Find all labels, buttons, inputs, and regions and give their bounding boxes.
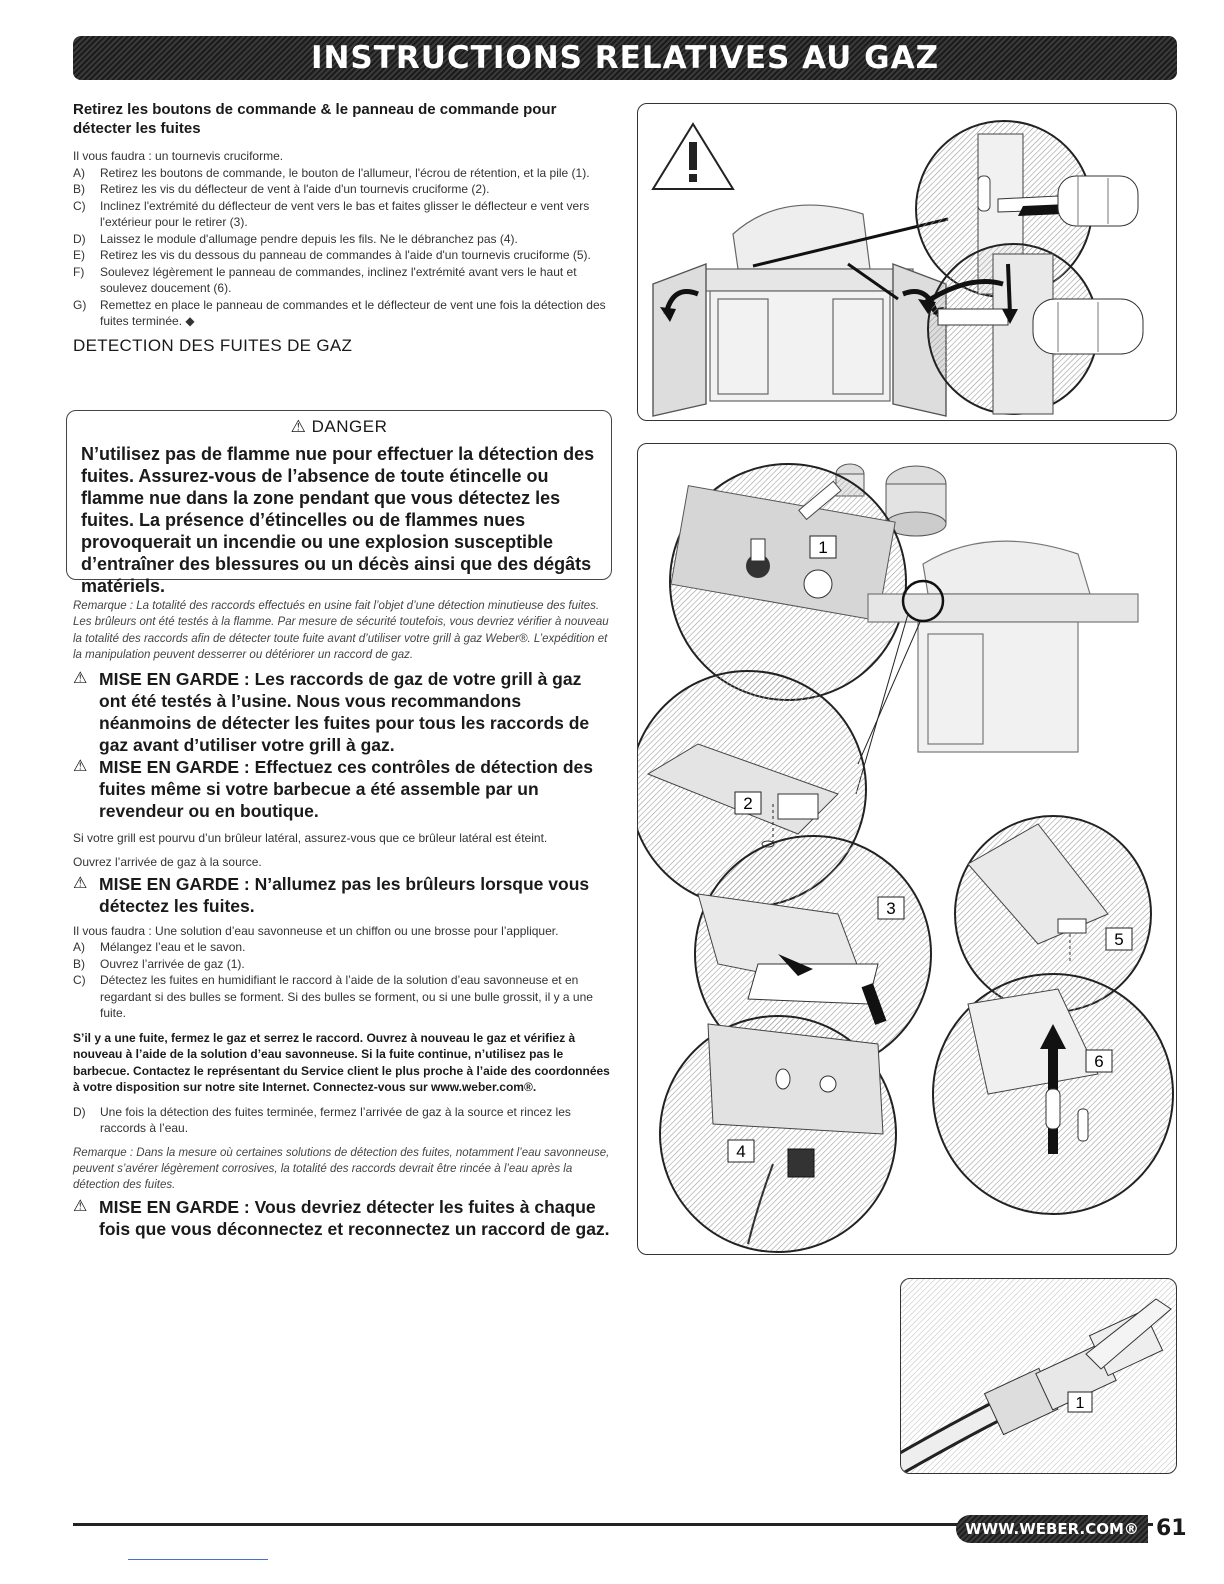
tools-needed-2: Il vous faudra : Une solution d’eau savonneuse et un chiffon ou une brosse pour l’appliquer. [73, 923, 559, 938]
page-title: INSTRUCTIONS RELATIVES AU GAZ [310, 40, 940, 76]
list-item [73, 198, 613, 231]
warning-4 [73, 1196, 613, 1240]
warning-text: MISE EN GARDE : Effectuez ces contrôles de détection des fuites même si votre barbecue a été assemble par un revendeur ou en boutique. [99, 756, 593, 821]
warning-triangle-icon: ⚠ [73, 669, 88, 687]
list-item [73, 264, 613, 297]
leak-check-section [73, 598, 613, 1240]
callout-label: 5 [1114, 930, 1124, 949]
callout-label: 1 [1075, 1395, 1085, 1412]
list-item [73, 297, 613, 330]
list-item [73, 972, 613, 1022]
warning-triangle-icon: ⚠ [73, 874, 88, 892]
list-text: Retirez les vis du déflecteur de vent à l'aide d'un tournevis cruciforme (2). [100, 182, 490, 196]
leak-test-steps [73, 939, 613, 1022]
list-text: Laissez le module d'allumage pendre depuis les fils. Ne le débranchez pas (4). [100, 231, 518, 246]
website-badge: WWW.WEBER.COM® [956, 1515, 1148, 1543]
list-item: D) Une fois la détection des fuites terminée, fermez l’arrivée de gaz à la source et rincez les raccords à l’eau. [73, 1104, 571, 1136]
warning-2 [73, 756, 613, 822]
list-item [73, 247, 613, 264]
figure-remove-deflector [637, 103, 1177, 421]
list-marker: G) [73, 297, 87, 312]
final-step [73, 1104, 613, 1137]
list-marker: B) [73, 182, 85, 196]
list-text: Retirez les vis du dessous du panneau de commandes à l'aide d'un tournevis cruciforme (5). [100, 248, 591, 262]
list-text: Mélangez l’eau et le savon. [100, 940, 246, 955]
note-rinse: Remarque : Dans la mesure où certaines solutions de détection des fuites, notamment l’eau savonneuse, peuvent s’avérer légèrement corrosives, la totalité des raccords devrait être rincée à l’eau après la détection des fuites. [73, 1146, 610, 1192]
list-marker: B) [73, 956, 85, 971]
danger-box [66, 410, 612, 596]
callout-label: 6 [1094, 1052, 1104, 1071]
caution-triangle-icon [653, 124, 733, 189]
hose-connection-illustration [901, 1279, 1177, 1474]
list-text: Retirez les boutons de commande, le bouton de l'allumeur, l'écrou de rétention, et la pile (1). [100, 165, 590, 180]
list-marker: A) [73, 940, 85, 955]
page-header-banner [73, 36, 1177, 80]
section-heading: Retirez les boutons de commande & le panneau de commande pour détecter les fuites [73, 101, 557, 137]
danger-label: DANGER [311, 417, 388, 436]
list-item [73, 231, 613, 248]
list-text: Remettez en place le panneau de commandes et le déflecteur de vent une fois la détection des fuites terminée. ◆ [100, 297, 606, 328]
warning-text: MISE EN GARDE : Vous devriez détecter les fuites à chaque fois que vous déconnectez et reconnectez un raccord de gaz. [99, 1196, 610, 1239]
list-item [73, 165, 613, 182]
list-text: Inclinez l'extrémité du déflecteur de vent vers le bas et faites glisser le déflecteur e vent vers l'extérieur pour le retirer (3). [100, 198, 590, 229]
warning-triangle-icon: ⚠ [73, 1197, 88, 1215]
list-item [73, 939, 613, 956]
danger-header [81, 417, 597, 437]
grill-doors-illustration [638, 104, 1177, 421]
open-gas-supply: Ouvrez l’arrivée de gaz à la source. [73, 855, 262, 870]
danger-text: N’utilisez pas de flamme nue pour effectuer la détection des fuites. Assurez-vous de l’absence de toute étincelle ou flamme nue dans la zone pendant que vous détectez les fuites. La présence d’étincelles ou de flammes nues provoquerait un incendie ou une explosion susceptible d’entraîner des blessures ou un décès ainsi que des dégâts matériels. [81, 444, 595, 596]
warning-3 [73, 873, 613, 917]
list-marker: C) [73, 973, 86, 988]
list-marker: A) [73, 165, 85, 180]
list-text: Soulevez légèrement le panneau de commandes, inclinez l'extrémité avant vers le haut et soulevez doucement (6). [100, 264, 577, 295]
list-item [73, 956, 613, 973]
leak-found-instructions: S’il y a une fuite, fermez le gaz et serrez le raccord. Ouvrez à nouveau le gaz et vérifiez à nouveau à l’aide de la solution d’eau savonneuse. Si la fuite continue, n’utilisez pas le barbecue. Contactez le représentant du Service client le plus proche à l’aide des coordonnées à votre disposition sur notre site Internet. Connectez-vous sur www.weber.com®. [73, 1030, 610, 1095]
list-text: Détectez les fuites en humidifiant le raccord à l’aide de la solution d’eau savonneuse et en regardant si des bulles se forment. Si des bulles se forment, ou si une bulle grossit, il y a une fuite. [100, 973, 593, 1021]
callout-label: 1 [818, 538, 828, 557]
warning-triangle-icon: ⚠ [290, 417, 307, 436]
control-panel-section [73, 100, 613, 356]
removal-steps [73, 165, 613, 330]
callout-label: 3 [886, 899, 896, 918]
list-item [73, 181, 613, 198]
figure-gas-hose [900, 1278, 1177, 1474]
link-underline [128, 1559, 268, 1560]
callout-label: 2 [743, 794, 753, 813]
list-marker: E) [73, 248, 85, 262]
figure-remove-control-panel [637, 443, 1177, 1255]
control-panel-illustration [638, 444, 1177, 1255]
warning-1 [73, 668, 613, 756]
note-factory-tested: Remarque : La totalité des raccords effectués en usine fait l’objet d’une détection minutieuse des fuites. Les brûleurs ont été testés à la flamme. Par mesure de sécurité toutefois, vous devriez vérifier à nouveau la totalité des raccords afin de détecter toute fuite avant d’utiliser votre grill à gaz Weber®. L’expédition et la manipulation peuvent desserrer ou détériorer un raccord de gaz. [73, 600, 609, 662]
list-marker: F) [73, 264, 85, 279]
warning-text: MISE EN GARDE : Les raccords de gaz de votre grill à gaz ont été testés à l’usine. Nous vous recommandons néanmoins de détecter les fuites pour tous les raccords de gaz avant d’utiliser votre grill à gaz. [99, 668, 590, 755]
list-marker: C) [73, 198, 86, 213]
list-marker: D) [73, 231, 86, 246]
side-burner-note: Si votre grill est pourvu d’un brûleur latéral, assurez-vous que ce brûleur latéral est éteint. [73, 830, 548, 845]
callout-label: 4 [736, 1142, 746, 1161]
warning-text: MISE EN GARDE : N’allumez pas les brûleurs lorsque vous détectez les fuites. [99, 873, 590, 916]
tools-needed: Il vous faudra : un tournevis cruciforme. [73, 149, 284, 163]
warning-triangle-icon: ⚠ [73, 757, 88, 775]
list-text: Ouvrez l’arrivée de gaz (1). [100, 956, 245, 971]
page-number: 61 [1156, 1516, 1187, 1541]
leak-detection-title: DETECTION DES FUITES DE GAZ [73, 335, 353, 355]
